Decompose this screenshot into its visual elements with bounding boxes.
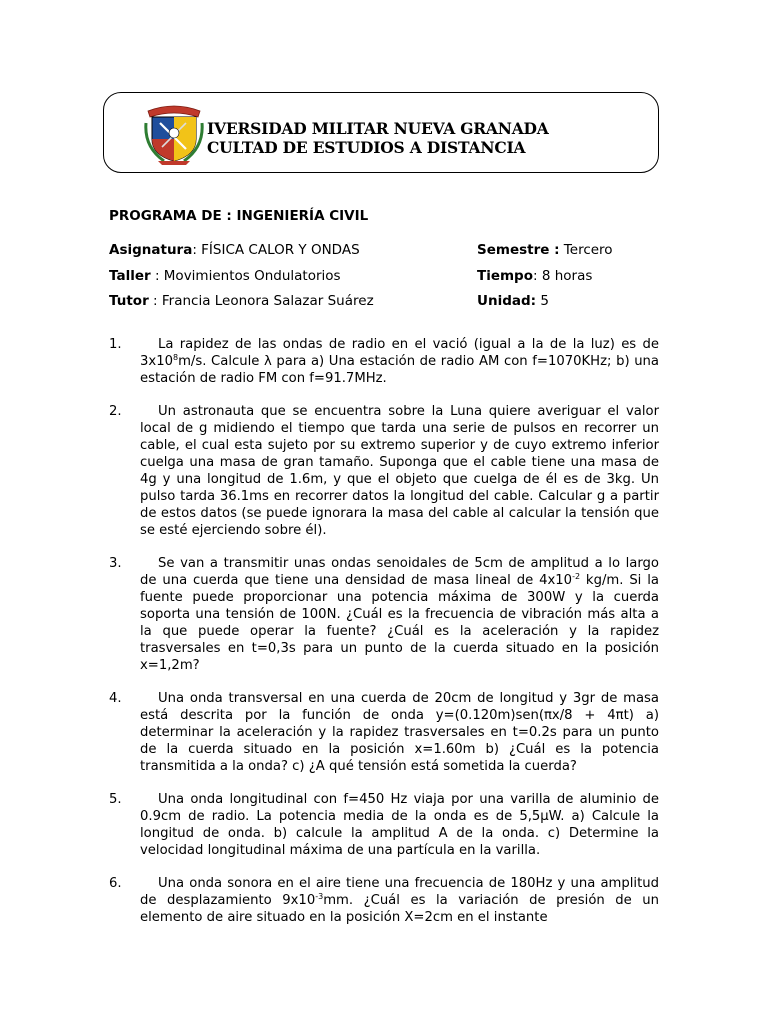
- asignatura-field: [109, 242, 360, 258]
- problem-text: Un astronauta que se encuentra sobre la Luna quiere averiguar el valor local de g midiendo el tiempo que tarda una serie de pulsos en recorrer un cable, el cual esta sujeto por su extremo superior y de cuyo extremo inferior cuelga una masa de gran tamaño. Suponga que el cable tiene una masa de 4g y una longitud de 1.6m, y que el objeto que cuelga de él es de 3kg. Un pulso tarda 36.1ms en recorrer datos la longitud del cable. Calcular g a partir de estos datos (se puede ignorara la masa del cable al calcular la tensión que se esté ejerciendo sobre él).: [140, 404, 659, 538]
- semestre-value: Tercero: [559, 242, 613, 258]
- problem-number: 3.: [109, 556, 122, 571]
- problem-text: La rapidez de las ondas de radio en el vació (igual a la de la luz) es de $3x10^8m/s$. Calcule λ para a) Una estación de radio AM con f=1070KHz; b) una estación de radio FM con f=91.7MHz.: [140, 337, 659, 386]
- semestre-field: [477, 242, 613, 258]
- unidad-field: [477, 293, 549, 309]
- tutor-field: [109, 293, 374, 309]
- asignatura-label: Asignatura: [109, 242, 193, 258]
- taller-value: : Movimientos Ondulatorios: [150, 268, 341, 284]
- problem-number: 5.: [109, 792, 122, 807]
- problem-text: Una onda sonora en el aire tiene una frecuencia de 180Hz y una amplitud de desplazamiento $9x10^{-3}mm$. ¿Cuál es la variación de presión de un elemento de aire situado en la posición X=2cm en el instante: [140, 876, 659, 925]
- problem-item: [109, 791, 659, 859]
- institution-name: IVERSIDAD MILITAR NUEVA GRANADA: [207, 119, 549, 138]
- faculty-name: CULTAD DE ESTUDIOS A DISTANCIA: [207, 138, 526, 157]
- semestre-label: Semestre :: [477, 242, 560, 258]
- university-shield-logo: [142, 103, 206, 165]
- tiempo-value: : 8 horas: [533, 268, 593, 284]
- tutor-value: : Francia Leonora Salazar Suárez: [148, 293, 374, 309]
- problem-text: Una onda longitudinal con f=450 Hz viaja por una varilla de aluminio de 0.9cm de radio. La potencia media de la onda es de 5,5µW. a) Calcule la longitud de onda. b) calcule la amplitud A de la onda. c) Determine la velocidad longitudinal máxima de una partícula en la varilla.: [140, 792, 659, 858]
- problem-item: [109, 875, 659, 926]
- header-box: [103, 92, 659, 173]
- tiempo-label: Tiempo: [477, 268, 533, 284]
- problem-number: 4.: [109, 691, 122, 706]
- unidad-value: 5: [536, 293, 549, 309]
- problem-item: [109, 403, 659, 539]
- taller-label: Taller: [109, 268, 151, 284]
- problem-text: Se van a transmitir unas ondas senoidales de 5cm de amplitud a lo largo de una cuerda que tiene una densidad de masa lineal de $4x10^{-2}$ kg/m. Si la fuente puede proporcionar una potencia máxima de 300W y la cuerda soporta una tensión de 100N. ¿Cuál es la frecuencia de vibración más alta a la que puede operar la fuente? ¿Cuál es la aceleración y la rapidez trasversales en t=0,3s para un punto de la cuerda situado en la posición x=1,2m?: [140, 556, 659, 673]
- tutor-label: Tutor: [109, 293, 149, 309]
- unidad-label: Unidad:: [477, 293, 537, 309]
- problem-item: [109, 555, 659, 674]
- asignatura-value: : FÍSICA CALOR Y ONDAS: [192, 242, 360, 258]
- problem-number: 6.: [109, 876, 122, 891]
- program-title: PROGRAMA DE : INGENIERÍA CIVIL: [109, 208, 369, 224]
- problem-number: 2.: [109, 404, 122, 419]
- problem-number: 1.: [109, 337, 122, 352]
- problem-list: [109, 336, 659, 942]
- problem-item: [109, 690, 659, 775]
- taller-field: [109, 268, 341, 284]
- tiempo-field: [477, 268, 592, 284]
- problem-item: [109, 336, 659, 387]
- problem-text: Una onda transversal en una cuerda de 20cm de longitud y 3gr de masa está descrita por la función de onda y=(0.120m)sen(πx/8 + 4πt) a) determinar la aceleración y la rapidez trasversales en t=0.2s para un punto de la cuerda situado en la posición x=1.60m b) ¿Cuál es la potencia transmitida a la onda? c) ¿A qué tensión está sometida la cuerda?: [140, 691, 659, 774]
